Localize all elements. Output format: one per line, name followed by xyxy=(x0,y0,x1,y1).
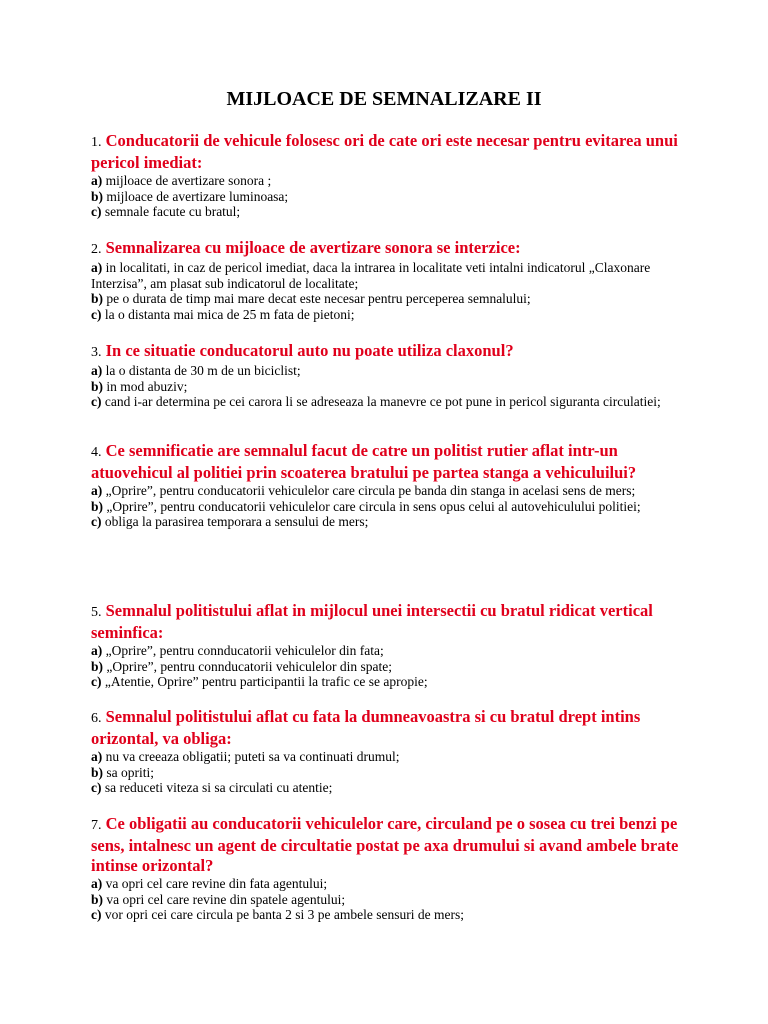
question-heading xyxy=(91,601,681,643)
answer-text: in mod abuziv; xyxy=(106,378,188,394)
answer-option xyxy=(91,307,681,323)
answer-option xyxy=(91,876,681,892)
answer-letter: a) xyxy=(91,260,103,275)
answer-option xyxy=(91,291,681,307)
answer-option xyxy=(91,363,681,379)
answer-letter: b) xyxy=(91,764,104,780)
answer-text: „Oprire”, pentru conducatorii vehiculelor care circula in sens opus celui al autovehiculului politiei; xyxy=(106,498,641,514)
answer-option xyxy=(91,499,681,515)
answer-letter: a) xyxy=(91,749,103,764)
answer-option xyxy=(91,394,681,410)
answer-option xyxy=(91,749,681,765)
question-number: 6. xyxy=(91,711,102,726)
answer-option xyxy=(91,379,681,395)
answer-letter: a) xyxy=(91,483,103,498)
answer-text: sa reduceti viteza si sa circulati cu atentie; xyxy=(104,780,333,795)
question-heading xyxy=(91,238,681,260)
question-number: 7. xyxy=(91,818,102,833)
question-text: Ce obligatii au conducatorii vehiculelor care, circuland pe o sosea cu trei benzi pe sens, intalnesc un agent de circultatie postat pe axa drumului si avand ambele brate intinse orizontal? xyxy=(91,814,679,875)
question-text: Semnalizarea cu mijloace de avertizare sonora se interzice: xyxy=(105,238,521,257)
answer-letter: c) xyxy=(91,204,102,219)
question-number: 5. xyxy=(91,605,102,620)
answer-option xyxy=(91,907,681,923)
answer-text: va opri cel care revine din spatele agentului; xyxy=(106,891,346,907)
answer-letter: a) xyxy=(91,876,103,891)
question-block xyxy=(91,441,681,530)
question-number: 2. xyxy=(91,242,102,257)
page-title: MIJLOACE DE SEMNALIZARE II xyxy=(226,88,542,110)
answer-letter: c) xyxy=(91,780,102,795)
answer-option xyxy=(91,483,681,499)
answer-text: „Oprire”, pentru connducatorii vehiculelor din spate; xyxy=(106,658,393,674)
question-block xyxy=(91,707,681,796)
answer-letter: b) xyxy=(91,498,104,514)
answer-text: cand i-ar determina pe cei carora li se adreseaza la manevre ce pot pune in pericol siguranta circulatiei; xyxy=(104,394,661,409)
answer-option xyxy=(91,189,681,205)
answer-text: va opri cel care revine din fata agentului; xyxy=(105,876,328,891)
answer-text: pe o durata de timp mai mare decat este necesar pentru perceperea semnalului; xyxy=(106,291,531,306)
answer-text: obliga la parasirea temporara a sensului de mers; xyxy=(104,514,369,529)
question-heading xyxy=(91,707,681,749)
answer-letter: b) xyxy=(91,891,104,907)
answer-text: „Oprire”, pentru connducatorii vehiculelor din fata; xyxy=(105,643,384,658)
answer-letter: a) xyxy=(91,363,103,378)
answer-text: „Atentie, Oprire” pentru participantii la trafic ce se apropie; xyxy=(104,674,428,689)
answer-text: la o distanta de 30 m de un biciclist; xyxy=(105,363,301,378)
question-heading xyxy=(91,131,681,173)
answer-letter: a) xyxy=(91,643,103,658)
question-text: Conducatorii de vehicule folosesc ori de cate ori este necesar pentru evitarea unui pericol imediat: xyxy=(91,131,678,172)
answer-option xyxy=(91,892,681,908)
answer-letter: c) xyxy=(91,394,102,409)
question-text: Semnalul politistului aflat in mijlocul unei intersectii cu bratul ridicat vertical seminfica: xyxy=(91,601,653,642)
answer-letter: c) xyxy=(91,514,102,529)
answer-letter: c) xyxy=(91,306,102,322)
answer-text: mijloace de avertizare luminoasa; xyxy=(106,188,289,204)
answer-option xyxy=(91,659,681,675)
answer-text: vor opri cei care circula pe banta 2 si 3 pe ambele sensuri de mers; xyxy=(104,907,464,922)
answer-letter: c) xyxy=(91,907,102,922)
answer-letter: a) xyxy=(91,173,103,188)
answer-letter: b) xyxy=(91,658,104,674)
answer-option xyxy=(91,780,681,796)
answer-text: in localitati, in caz de pericol imediat, daca la intrarea in localitate veti intalni indicatorul „Claxonare Interzisa”, am plasat sub indicatorul de localitate; xyxy=(91,260,651,291)
answer-option xyxy=(91,173,681,189)
answer-text: nu va creeaza obligatii; puteti sa va continuati drumul; xyxy=(105,749,400,764)
question-block xyxy=(91,238,681,322)
answer-text: semnale facute cu bratul; xyxy=(104,204,241,219)
answer-option xyxy=(91,204,681,220)
answer-text: sa opriti; xyxy=(106,764,155,780)
question-block xyxy=(91,341,681,410)
question-text: Semnalul politistului aflat cu fata la dumneavoastra si cu bratul drept intins orizontal, va obliga: xyxy=(91,707,641,748)
question-heading xyxy=(91,814,681,876)
answer-option xyxy=(91,260,681,291)
question-block xyxy=(91,601,681,690)
answer-option xyxy=(91,643,681,659)
answer-letter: b) xyxy=(91,188,104,204)
answer-option xyxy=(91,674,681,690)
question-block xyxy=(91,814,681,923)
answer-letter: c) xyxy=(91,674,102,689)
question-heading xyxy=(91,341,681,363)
answer-text: mijloace de avertizare sonora ; xyxy=(105,173,272,188)
answer-option xyxy=(91,765,681,781)
question-number: 4. xyxy=(91,445,102,460)
answer-text: la o distanta mai mica de 25 m fata de pietoni; xyxy=(104,306,355,322)
question-number: 1. xyxy=(91,135,102,150)
question-heading xyxy=(91,441,681,483)
answer-letter: b) xyxy=(91,291,104,306)
question-number: 3. xyxy=(91,345,102,360)
question-block xyxy=(91,131,681,220)
question-text: Ce semnificatie are semnalul facut de catre un politist rutier aflat intr-un atuovehicul al politiei prin scoaterea bratului pe partea stanga a vehiculuilui? xyxy=(91,441,637,482)
answer-letter: b) xyxy=(91,378,104,394)
answer-text: „Oprire”, pentru conducatorii vehiculelor care circula pe banda din stanga in acelasi sens de mers; xyxy=(105,483,636,498)
question-text: In ce situatie conducatorul auto nu poate utiliza claxonul? xyxy=(105,341,514,360)
answer-option xyxy=(91,514,681,530)
